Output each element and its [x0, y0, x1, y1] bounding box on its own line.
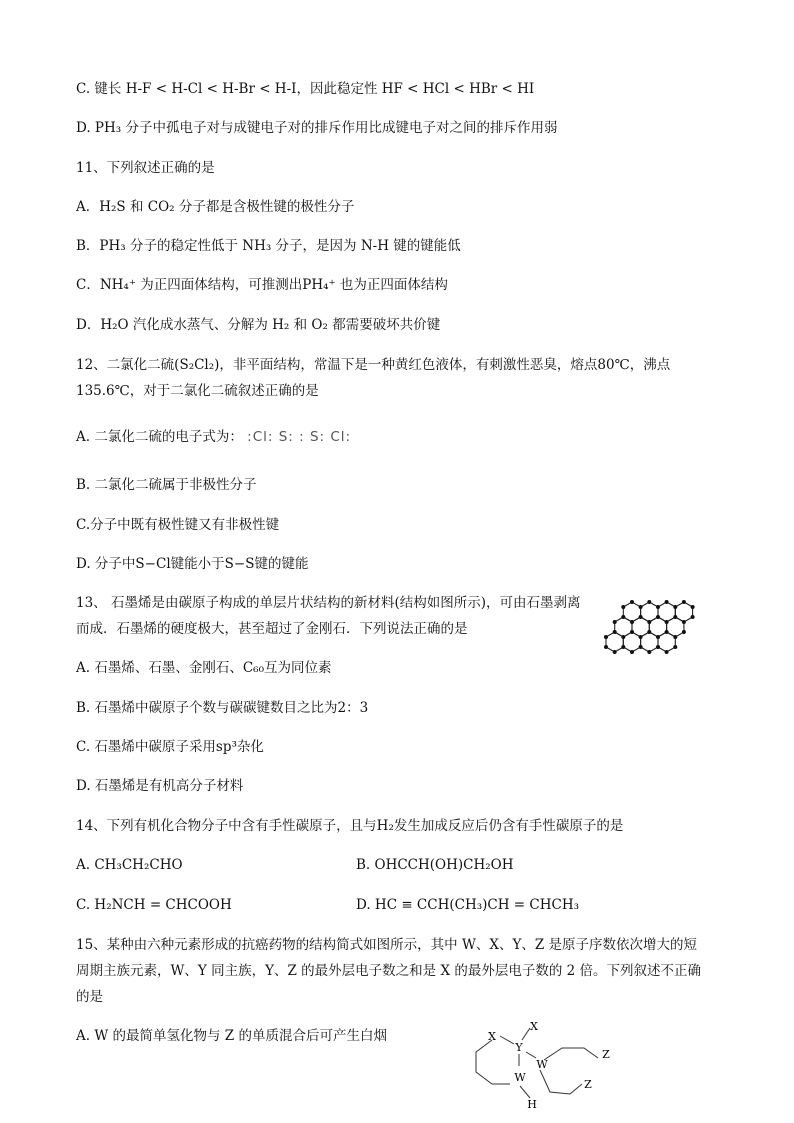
chain-lower: [540, 1070, 582, 1094]
carbon-atom: [647, 630, 651, 634]
carbon-atom: [665, 620, 669, 624]
atom-z-upper: Z: [602, 1048, 610, 1061]
carbon-atom: [630, 630, 634, 634]
graphene-hexagon: [641, 632, 658, 652]
carbon-atom: [682, 600, 686, 604]
carbon-atom: [647, 620, 651, 624]
carbon-atom: [630, 600, 634, 604]
q13-stem-line1: 13、 石墨烯是由碳原子构成的单层片状结构的新材料(结构如图所示)，可由石墨剥离: [76, 595, 581, 611]
electron-formula: :Cl: S: : S: Cl:: [247, 429, 352, 445]
q13-option-b: B. 石墨烯中碳原子个数与碳碳键数目之比为2：3: [76, 700, 369, 716]
q12-option-d: D. 分子中S−Cl键能小于S−S键的键能: [76, 556, 309, 572]
carbon-atom: [682, 630, 686, 634]
q15-stem-line1: 15、某种由六种元素形成的抗癌药物的结构简式如图所示，其中 W、X、Y、Z 是原子序数依次增大的短: [76, 937, 698, 953]
graphene-hexagon: [623, 632, 640, 652]
atom-w-chain: W: [536, 1058, 548, 1071]
carbon-atom: [630, 620, 634, 624]
carbon-atom: [665, 630, 669, 634]
graphene-hexagon: [658, 632, 675, 652]
carbon-atom: [665, 600, 669, 604]
carbon-atom: [656, 645, 660, 649]
carbon-atom: [613, 630, 617, 634]
ring-bond: [476, 1040, 510, 1084]
carbon-atom: [613, 650, 617, 654]
q12-stem-line1: 12、二氯化二硫(S₂Cl₂)，非平面结构，常温下是一种黄红色液体，有刺激性恶臭，熔点80℃，沸点: [76, 357, 671, 373]
chain-upper: [544, 1048, 598, 1060]
carbon-atom: [673, 615, 677, 619]
q11-option-d: D．H₂O 汽化成水蒸气、分解为 H₂ 和 O₂ 都需要破坏共价键: [76, 317, 441, 333]
q15-option-a: A. W 的最简单氢化物与 Z 的单质混合后可产生白烟: [76, 1028, 387, 1044]
carbon-atom: [630, 650, 634, 654]
bond-w-h: [520, 1086, 530, 1098]
q11-stem: 11、下列叙述正确的是: [76, 160, 215, 176]
carbon-atom: [691, 615, 695, 619]
q13-option-d: D. 石墨烯是有机高分子材料: [76, 778, 244, 794]
atom-y: Y: [515, 1041, 523, 1054]
q11-option-b: B．PH₃ 分子的稳定性低于 NH₃ 分子，是因为 N-H 键的键能低: [76, 238, 461, 254]
q10-option-c: C. 键长 H-F < H-Cl < H-Br < H-I，因此稳定性 HF < HCl < HBr < HI: [76, 81, 535, 97]
q13-stem-line2: 而成．石墨烯的硬度极大，甚至超过了金刚石．下列说法正确的是: [76, 621, 468, 637]
carbon-atom: [604, 635, 608, 639]
carbon-atom: [647, 600, 651, 604]
q10-option-d: D. PH₃ 分子中孤电子对与成键电子对的排斥作用比成键电子对之间的排斥作用弱: [76, 120, 558, 136]
graphene-hexagon: [606, 632, 623, 652]
carbon-atom: [673, 605, 677, 609]
carbon-atom: [613, 620, 617, 624]
carbon-atom: [665, 650, 669, 654]
atom-x-ring: X: [488, 1030, 496, 1043]
carbon-atom: [673, 645, 677, 649]
carbon-atom: [647, 650, 651, 654]
q14-option-a: A. CH₃CH₂CHO: [76, 857, 183, 873]
drug-structure-figure: [462, 1018, 632, 1118]
carbon-atom: [639, 635, 643, 639]
carbon-atom: [673, 635, 677, 639]
atom-z-lower: Z: [584, 1078, 592, 1091]
atom-w-ring: W: [514, 1071, 526, 1084]
graphene-structure-figure: [604, 600, 722, 682]
carbon-atom: [604, 645, 608, 649]
carbon-atom: [621, 645, 625, 649]
q11-option-c: C．NH₄⁺ 为正四面体结构，可推测出PH₄⁺ 也为正四面体结构: [76, 277, 448, 293]
carbon-atom: [656, 615, 660, 619]
carbon-atom: [621, 635, 625, 639]
carbon-atom: [656, 635, 660, 639]
carbon-atom: [639, 605, 643, 609]
q13-option-c: C. 石墨烯中碳原子采用sp³杂化: [76, 739, 264, 755]
carbon-atom: [621, 605, 625, 609]
atom-h: H: [527, 1098, 537, 1111]
carbon-atom: [656, 605, 660, 609]
atom-x-top: X: [530, 1020, 538, 1033]
q15-stem-line3: 的是: [76, 989, 103, 1005]
carbon-atom: [682, 620, 686, 624]
bond-x-y: [500, 1036, 514, 1044]
carbon-atom: [639, 615, 643, 619]
q14-option-d: D. HC ≡ CCH(CH₃)CH = CHCH₃: [356, 897, 580, 913]
bond-y-x-top: [522, 1028, 530, 1040]
q15-stem-line2: 周期主族元素，W、Y 同主族，Y、Z 的最外层电子数之和是 X 的最外层电子数的 2 倍。下列叙述不正确: [76, 963, 702, 979]
q14-option-c: C. H₂NCH = CHCOOH: [76, 897, 232, 913]
q11-option-a: A．H₂S 和 CO₂ 分子都是含极性键的极性分子: [76, 199, 355, 215]
q12-option-a: [76, 428, 351, 446]
q12-option-b: B. 二氯化二硫属于非极性分子: [76, 477, 257, 493]
bond-y-w-right: [526, 1052, 536, 1058]
carbon-atom: [639, 645, 643, 649]
q12-option-a-text: A. 二氯化二硫的电子式为：: [76, 429, 243, 445]
carbon-atom: [621, 615, 625, 619]
q14-option-b: B. OHCCH(OH)CH₂OH: [356, 857, 514, 873]
carbon-atom: [691, 605, 695, 609]
q13-option-a: A. 石墨烯、石墨、金刚石、C₆₀互为同位素: [76, 660, 332, 676]
q14-stem: 14、下列有机化合物分子中含有手性碳原子，且与H₂发生加成反应后仍含有手性碳原子的是: [76, 818, 624, 834]
q12-stem-line2: 135.6℃，对于二氯化二硫叙述正确的是: [76, 383, 319, 399]
q12-option-c: C.分子中既有极性键又有非极性键: [76, 517, 280, 533]
